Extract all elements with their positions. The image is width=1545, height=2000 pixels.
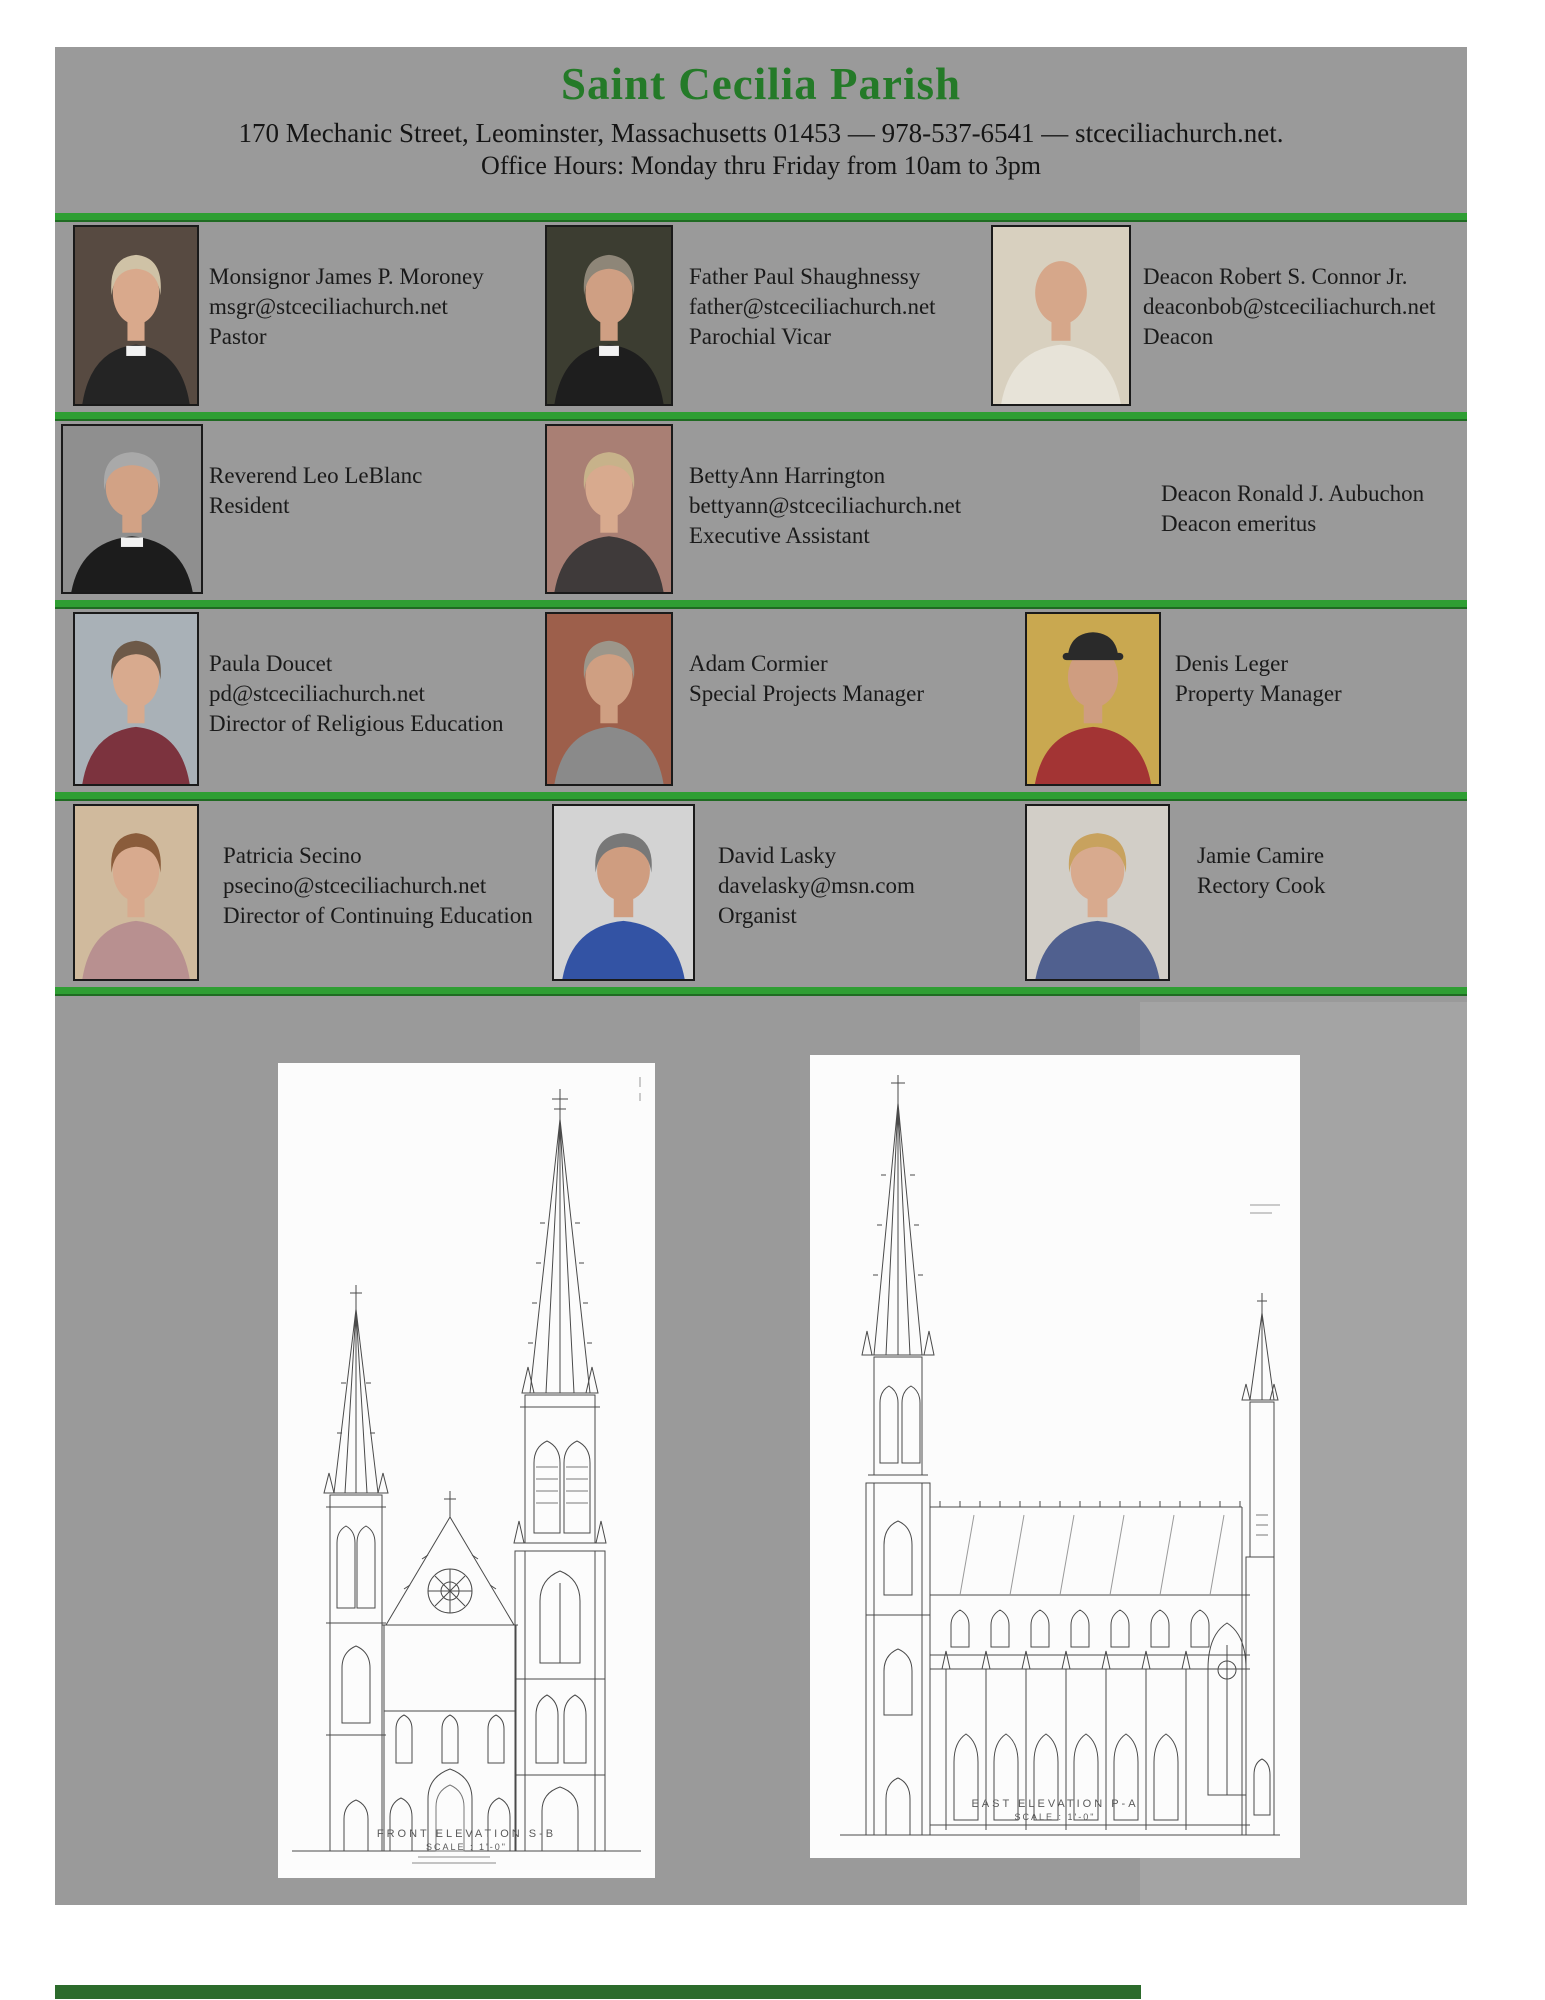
drawing-caption: EAST ELEVATION P-A SCALE : 1'-0": [971, 1798, 1139, 1822]
staff-card: [545, 222, 975, 412]
staff-email: father@stceciliachurch.net: [689, 294, 936, 319]
staff-photo: [73, 804, 199, 981]
staff-name: Deacon Robert S. Connor Jr.: [1143, 264, 1408, 289]
staff-row-2: [55, 421, 1467, 600]
staff-name: Denis Leger: [1175, 651, 1289, 676]
staff-card: [545, 609, 975, 792]
staff-name: BettyAnn Harrington: [689, 463, 886, 488]
staff-photo: [552, 804, 695, 981]
staff-row-3: [55, 609, 1467, 792]
staff-photo: [545, 424, 673, 594]
staff-name: Father Paul Shaughnessy: [689, 264, 921, 289]
drawing-caption: FRONT ELEVATION S-B SCALE : 1'-0": [376, 1828, 557, 1852]
staff-card: [545, 801, 975, 987]
page-title: Saint Cecilia Parish: [561, 59, 961, 109]
staff-name: Deacon Ronald J. Aubuchon: [1161, 481, 1425, 506]
staff-name: Monsignor James P. Moroney: [209, 264, 484, 289]
staff-card: [545, 421, 975, 600]
drawing-sheet-east: [810, 1055, 1300, 1858]
staff-name: Paula Doucet: [209, 651, 333, 676]
east-elevation-drawing: [810, 1055, 1300, 1858]
staff-card: [995, 801, 1465, 987]
drawing-sheet-front: [278, 1063, 655, 1878]
divider-bar: [55, 412, 1467, 421]
staff-title: Executive Assistant: [689, 523, 870, 548]
divider-bar: [55, 792, 1467, 801]
staff-card: [73, 222, 513, 412]
staff-title: Deacon emeritus: [1161, 511, 1317, 536]
staff-title: Special Projects Manager: [689, 681, 925, 706]
bulletin-panel: [55, 47, 1467, 1905]
staff-name: Jamie Camire: [1197, 843, 1325, 868]
staff-title: Organist: [718, 903, 797, 928]
staff-email: bettyann@stceciliachurch.net: [689, 493, 962, 518]
staff-photo: [73, 612, 199, 786]
staff-title: Resident: [209, 493, 290, 518]
staff-title: Property Manager: [1175, 681, 1342, 706]
staff-title: Parochial Vicar: [689, 324, 831, 349]
staff-title: Deacon: [1143, 324, 1214, 349]
staff-title: Director of Religious Education: [209, 711, 504, 736]
staff-photo: [61, 424, 203, 594]
staff-name: Reverend Leo LeBlanc: [209, 463, 423, 488]
staff-card: [995, 222, 1465, 412]
staff-email: davelasky@msn.com: [718, 873, 915, 898]
staff-card: [995, 421, 1465, 600]
staff-name: Patricia Secino: [223, 843, 362, 868]
staff-photo: [991, 225, 1131, 406]
staff-title: Pastor: [209, 324, 267, 349]
staff-email: deaconbob@stceciliachurch.net: [1143, 294, 1436, 319]
staff-card: [73, 421, 513, 600]
staff-photo: [1025, 612, 1161, 786]
staff-row-1: [55, 222, 1467, 412]
staff-row-4: [55, 801, 1467, 987]
divider-bar: [55, 600, 1467, 609]
staff-name: David Lasky: [718, 843, 837, 868]
staff-photo: [545, 612, 673, 786]
staff-title: Rectory Cook: [1197, 873, 1326, 898]
staff-photo: [73, 225, 199, 406]
staff-card: [73, 609, 513, 792]
bottom-green-bar: [55, 1985, 1141, 1999]
header: [55, 47, 1467, 181]
office-hours: Office Hours: Monday thru Friday from 10am to 3pm: [481, 151, 1041, 180]
staff-email: psecino@stceciliachurch.net: [223, 873, 487, 898]
divider-bar: [55, 987, 1467, 996]
staff-title: Director of Continuing Education: [223, 903, 533, 928]
staff-email: pd@stceciliachurch.net: [209, 681, 425, 706]
staff-name: Adam Cormier: [689, 651, 828, 676]
address-line: 170 Mechanic Street, Leominster, Massachusetts 01453 — 978-537-6541 — stceciliachurch.net.: [238, 118, 1284, 148]
staff-card: [73, 801, 533, 987]
staff-photo: [1025, 804, 1170, 981]
staff-photo: [545, 225, 673, 406]
divider-bar: [55, 213, 1467, 222]
staff-email: msgr@stceciliachurch.net: [209, 294, 448, 319]
front-elevation-drawing: [278, 1063, 655, 1878]
staff-card: [995, 609, 1465, 792]
